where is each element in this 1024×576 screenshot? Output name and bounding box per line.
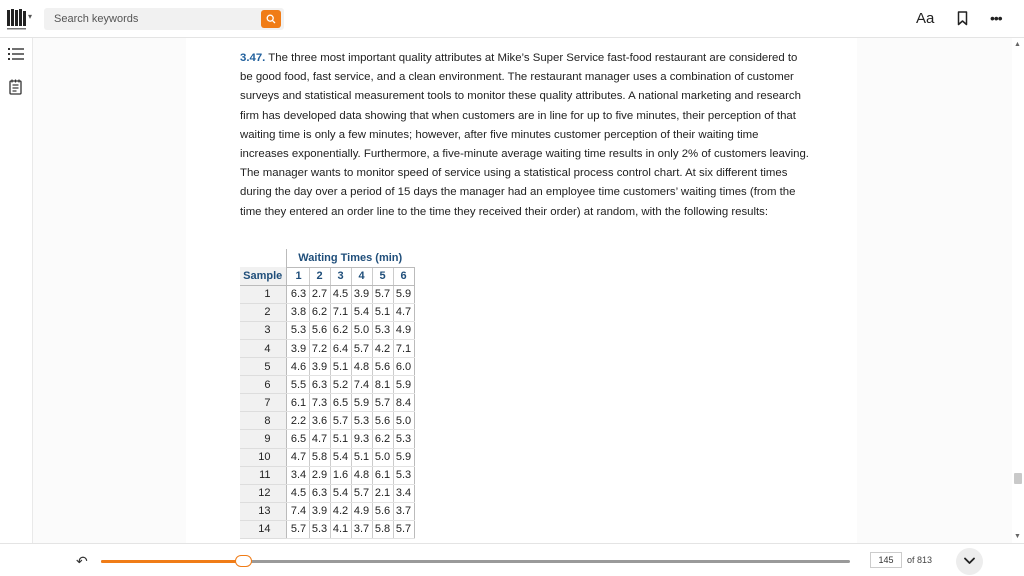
notes-icon[interactable] (9, 79, 23, 100)
table-row (240, 412, 414, 430)
value-cell: 5.1 (330, 430, 351, 448)
value-cell: 3.4 (393, 484, 414, 502)
left-rail (0, 38, 33, 543)
value-cell: 3.9 (286, 339, 309, 357)
value-cell: 6.5 (286, 430, 309, 448)
table-row (240, 430, 414, 448)
value-cell: 5.6 (372, 358, 393, 376)
value-cell: 7.4 (351, 376, 372, 394)
table-row (240, 358, 414, 376)
value-cell: 9.3 (351, 430, 372, 448)
sample-cell: 5 (240, 358, 286, 376)
value-cell: 5.2 (330, 376, 351, 394)
value-cell: 5.1 (330, 358, 351, 376)
value-cell: 3.8 (286, 303, 309, 321)
sample-cell: 6 (240, 376, 286, 394)
sample-column-header: Sample (240, 267, 286, 285)
search-button[interactable] (261, 10, 281, 28)
value-cell: 6.1 (372, 466, 393, 484)
bookmark-icon[interactable] (957, 11, 968, 31)
value-cell: 4.9 (351, 502, 372, 520)
value-cell: 1.6 (330, 466, 351, 484)
value-cell: 5.0 (393, 412, 414, 430)
value-cell: 3.9 (309, 502, 330, 520)
sample-cell: 13 (240, 502, 286, 520)
table-row (240, 520, 414, 538)
value-cell: 4.1 (330, 520, 351, 538)
value-cell: 5.7 (330, 412, 351, 430)
table-row (240, 484, 414, 502)
value-cell: 7.3 (309, 394, 330, 412)
table-row (240, 376, 414, 394)
value-cell: 4.9 (393, 321, 414, 339)
value-cell: 5.0 (351, 321, 372, 339)
value-cell: 5.9 (393, 376, 414, 394)
problem-paragraph (240, 49, 810, 222)
column-header: 2 (309, 267, 330, 285)
value-cell: 7.1 (330, 303, 351, 321)
table-row (240, 321, 414, 339)
value-cell: 5.6 (372, 502, 393, 520)
value-cell: 5.7 (286, 520, 309, 538)
value-cell: 3.7 (351, 520, 372, 538)
sample-cell: 3 (240, 321, 286, 339)
table-of-contents-icon[interactable] (8, 47, 24, 66)
value-cell: 7.1 (393, 339, 414, 357)
value-cell: 5.3 (372, 321, 393, 339)
value-cell: 2.1 (372, 484, 393, 502)
value-cell: 5.3 (286, 321, 309, 339)
value-cell: 2.2 (286, 412, 309, 430)
search-input[interactable] (44, 8, 254, 30)
table-row (240, 502, 414, 520)
value-cell: 2.9 (309, 466, 330, 484)
waiting-times-table (240, 249, 415, 539)
value-cell: 8.1 (372, 376, 393, 394)
sample-cell: 10 (240, 448, 286, 466)
value-cell: 2.7 (309, 285, 330, 303)
value-cell: 7.4 (286, 502, 309, 520)
value-cell: 5.7 (372, 285, 393, 303)
book-page (186, 38, 857, 543)
sample-cell: 11 (240, 466, 286, 484)
value-cell: 6.2 (309, 303, 330, 321)
value-cell: 5.3 (393, 430, 414, 448)
reading-progress-track[interactable] (101, 560, 850, 563)
next-page-button[interactable] (956, 548, 983, 575)
sample-cell: 14 (240, 520, 286, 538)
chevron-down-icon (964, 557, 975, 565)
scrollbar-thumb[interactable] (1014, 473, 1022, 484)
column-header: 4 (351, 267, 372, 285)
value-cell: 6.0 (393, 358, 414, 376)
value-cell: 4.6 (286, 358, 309, 376)
value-cell: 4.7 (286, 448, 309, 466)
value-cell: 4.7 (393, 303, 414, 321)
value-cell: 5.9 (351, 394, 372, 412)
value-cell: 6.2 (330, 321, 351, 339)
value-cell: 5.8 (309, 448, 330, 466)
value-cell: 5.5 (286, 376, 309, 394)
value-cell: 4.8 (351, 466, 372, 484)
value-cell: 5.3 (351, 412, 372, 430)
column-header: 1 (286, 267, 309, 285)
page-number-input[interactable]: 145 (870, 552, 902, 568)
page-total-label: of 813 (907, 555, 933, 565)
table-row (240, 448, 414, 466)
value-cell: 5.4 (330, 484, 351, 502)
scroll-down-arrow[interactable]: ▼ (1014, 533, 1021, 540)
value-cell: 3.6 (309, 412, 330, 430)
value-cell: 5.4 (330, 448, 351, 466)
value-cell: 4.5 (330, 285, 351, 303)
back-icon[interactable]: ↶ (76, 553, 88, 569)
search-icon (266, 14, 276, 24)
sample-cell: 12 (240, 484, 286, 502)
table-corner (240, 249, 286, 267)
reading-progress-fill (101, 560, 243, 563)
value-cell: 5.8 (372, 520, 393, 538)
value-cell: 5.7 (393, 520, 414, 538)
sample-cell: 4 (240, 339, 286, 357)
value-cell: 6.3 (286, 285, 309, 303)
value-cell: 6.5 (330, 394, 351, 412)
value-cell: 4.7 (309, 430, 330, 448)
problem-number: 3.47. (240, 52, 266, 64)
table-column-header-row (240, 267, 414, 285)
value-cell: 6.1 (286, 394, 309, 412)
value-cell: 5.3 (393, 466, 414, 484)
sample-cell: 7 (240, 394, 286, 412)
top-bar (0, 0, 1024, 38)
value-cell: 4.8 (351, 358, 372, 376)
book-logo-icon[interactable] (6, 7, 33, 31)
table-group-header: Waiting Times (min) (286, 249, 414, 267)
column-header: 3 (330, 267, 351, 285)
value-cell: 6.3 (309, 484, 330, 502)
value-cell: 4.2 (372, 339, 393, 357)
sample-cell: 8 (240, 412, 286, 430)
reading-progress-handle[interactable] (235, 555, 252, 567)
value-cell: 6.4 (330, 339, 351, 357)
value-cell: 5.1 (351, 448, 372, 466)
value-cell: 5.7 (351, 484, 372, 502)
table-row (240, 303, 414, 321)
value-cell: 5.9 (393, 285, 414, 303)
value-cell: 7.2 (309, 339, 330, 357)
search-box (44, 8, 284, 30)
column-header: 5 (372, 267, 393, 285)
value-cell: 5.6 (372, 412, 393, 430)
value-cell: 3.7 (393, 502, 414, 520)
table-row (240, 285, 414, 303)
value-cell: 4.2 (330, 502, 351, 520)
value-cell: 4.5 (286, 484, 309, 502)
value-cell: 5.3 (309, 520, 330, 538)
value-cell: 6.2 (372, 430, 393, 448)
font-settings-button[interactable]: Aa (916, 10, 935, 27)
value-cell: 6.3 (309, 376, 330, 394)
problem-text: The three most important quality attributes at Mike’s Super Service fast-food restaurant are considered to be good food, fast service, and a clean environment. The restaurant manager uses a combination of customer surveys and statistical measurement tools to monitor these quality attributes. A national marketing and research firm has developed data showing that when customers are in line for up to five minutes, their perception of that waiting time is only a few minutes; however, after five minutes customer perception of their waiting time increases exponentially. Furthermore, a five-minute average waiting time results in only 2% of customers leaving. The manager wants to monitor speed of service using a statistical process control chart. At six different times during the day over a period of 15 days the manager had an employee time customers’ waiting times (from the time they entered an order line to the time they received their order) at random, with the following results: (240, 52, 809, 218)
reading-area[interactable] (33, 38, 1012, 543)
value-cell: 3.9 (309, 358, 330, 376)
sample-cell: 1 (240, 285, 286, 303)
value-cell: 3.9 (351, 285, 372, 303)
value-cell: 8.4 (393, 394, 414, 412)
column-header: 6 (393, 267, 414, 285)
sample-cell: 9 (240, 430, 286, 448)
value-cell: 5.1 (372, 303, 393, 321)
value-cell: 5.6 (309, 321, 330, 339)
table-row (240, 339, 414, 357)
value-cell: 5.9 (393, 448, 414, 466)
value-cell: 3.4 (286, 466, 309, 484)
value-cell: 5.0 (372, 448, 393, 466)
table-row (240, 394, 414, 412)
chevron-down-icon[interactable]: ▾ (28, 12, 33, 21)
table-body (240, 285, 414, 538)
value-cell: 5.4 (351, 303, 372, 321)
table-row (240, 466, 414, 484)
more-options-button[interactable]: ••• (990, 10, 1002, 26)
value-cell: 5.7 (351, 339, 372, 357)
sample-cell: 2 (240, 303, 286, 321)
scroll-up-arrow[interactable]: ▲ (1014, 41, 1021, 48)
value-cell: 5.7 (372, 394, 393, 412)
bottom-bar (0, 543, 1024, 576)
